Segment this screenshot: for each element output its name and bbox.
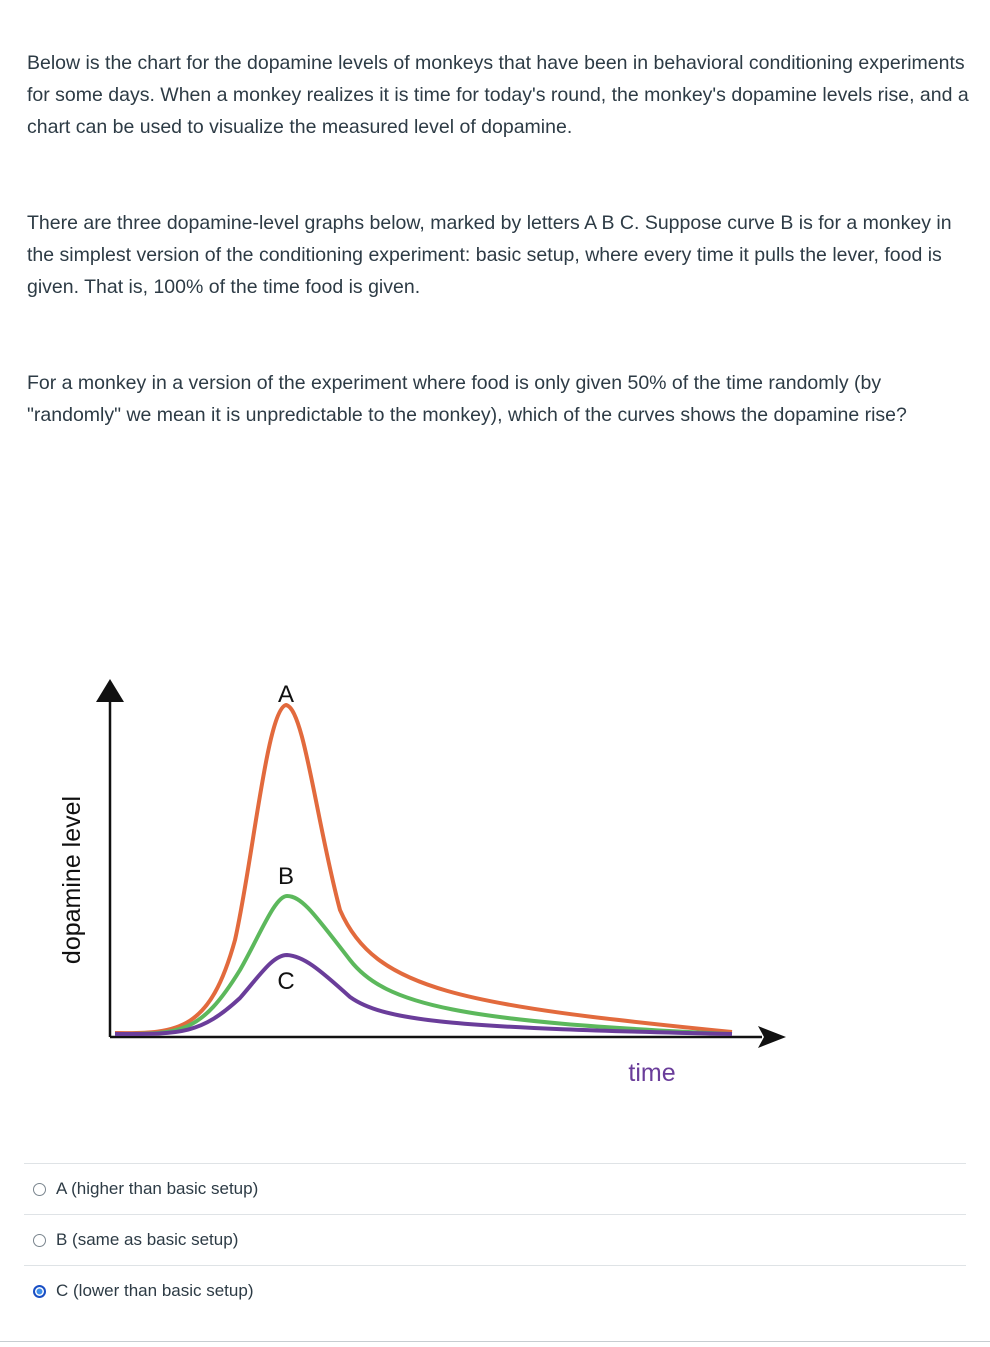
curve-label-c: C <box>277 968 295 995</box>
radio-button-c[interactable] <box>33 1285 46 1298</box>
question-paragraph-1: Below is the chart for the dopamine levels of monkeys that have been in behavioral conditioning experiments for some days. When a monkey realizes it is time for today's round, the monkey's dopamine levels rise, and a chart can be used to visualize the measured level of dopamine. <box>27 52 969 138</box>
x-axis-arrow <box>758 1026 786 1048</box>
question-paragraph-3: For a monkey in a version of the experiment where food is only given 50% of the time randomly (by "randomly" we mean it is unpredictable to the monkey), which of the curves shows the dopamine rise? <box>27 372 907 426</box>
curve-b <box>115 896 732 1034</box>
bottom-divider <box>0 1341 990 1342</box>
radio-button-b[interactable] <box>33 1234 46 1247</box>
curve-label-a: A <box>277 681 295 708</box>
y-axis-arrow <box>96 679 124 702</box>
curve-a <box>115 705 732 1033</box>
answer-label-b: B (same as basic setup) <box>56 1230 239 1249</box>
answer-option-a[interactable] <box>24 1163 966 1214</box>
answer-list <box>24 1163 966 1316</box>
dopamine-chart <box>40 660 820 1100</box>
answer-option-c[interactable] <box>24 1265 966 1316</box>
y-axis-label: dopamine level <box>58 795 86 965</box>
x-axis-label: time <box>628 1059 676 1087</box>
question-paragraph-2: There are three dopamine-level graphs below, marked by letters A B C. Suppose curve B is for a monkey in the simplest version of the conditioning experiment: basic setup, where every time it pulls the lever, food is given. That is, 100% of the time food is given. <box>27 212 952 298</box>
radio-button-a[interactable] <box>33 1183 46 1196</box>
curve-label-b: B <box>277 863 295 890</box>
answer-label-a: A (higher than basic setup) <box>56 1179 259 1198</box>
answer-label-c: C (lower than basic setup) <box>56 1281 254 1300</box>
answer-option-b[interactable] <box>24 1214 966 1265</box>
